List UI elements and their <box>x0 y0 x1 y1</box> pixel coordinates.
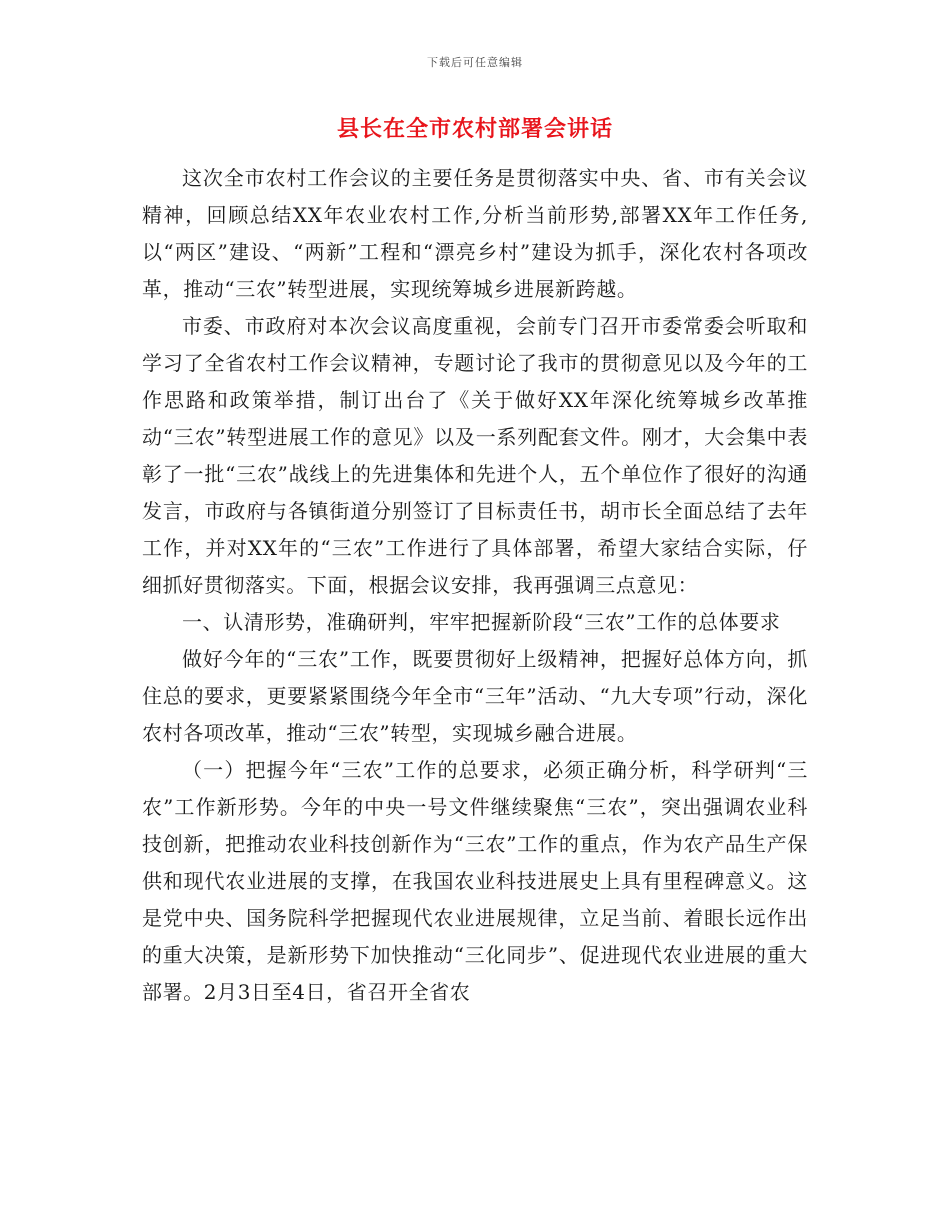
paragraph-meeting: 市委、市政府对本次会议高度重视，会前专门召开市委常委会听取和学习了全省农村工作会议精神，专题讨论了我市的贯彻意见以及今年的工作思路和政策举措，制订出台了《关于做好XX年深化统筹城乡改革推动“三农”转型进展工作的意见》以及一系列配套文件。刚才，大会集中表彰了一批“三农”战线上的先进集体和先进个人，五个单位作了很好的沟通发言，市政府与各镇街道分别签订了目标责任书，胡市长全面总结了去年工作，并对XX年的“三农”工作进行了具体部署，希望大家结合实际，仔细抓好贯彻落实。下面，根据会议安排，我再强调三点意见： <box>142 314 808 597</box>
paragraph-subsection-1: （一）把握今年“三农”工作的总要求，必须正确分析，科学研判“三农”工作新形势。今年的中央一号文件继续聚焦“三农”，突出强调农业科技创新，把推动农业科技创新作为“三农”工作的重点，作为农产品生产保供和现代农业进展的支撑，在我国农业科技进展史上具有里程碑意义。这是党中央、国务院科学把握现代农业进展规律，立足当前、着眼长远作出的重大决策，是新形势下加快推动“三化同步”、促进现代农业进展的重大部署。2月3日至4日，省召开全省农 <box>142 758 808 1004</box>
section-heading-1: 一、认清形势，准确研判，牢牢把握新阶段“三农”工作的总体要求 <box>182 610 781 634</box>
document-body <box>142 160 808 1011</box>
document-title: 县长在全市农村部署会讲话 <box>336 117 613 142</box>
header-note: 下载后可任意编辑 <box>427 56 523 69</box>
paragraph-intro: 这次全市农村工作会议的主要任务是贯彻落实中央、省、市有关会议精神，回顾总结XX年农业农村工作,分析当前形势,部署XX年工作任务,以“两区”建设、“两新”工程和“漂亮乡村”建设为抓手，深化农村各项改革，推动“三农”转型进展，实现统筹城乡进展新跨越。 <box>142 166 808 301</box>
paragraph-section-1: 做好今年的“三农”工作，既要贯彻好上级精神，把握好总体方向，抓住总的要求，更要紧紧围绕今年全市“三年”活动、“九大专项”行动，深化农村各项改革，推动“三农”转型，实现城乡融合进展。 <box>142 647 808 745</box>
